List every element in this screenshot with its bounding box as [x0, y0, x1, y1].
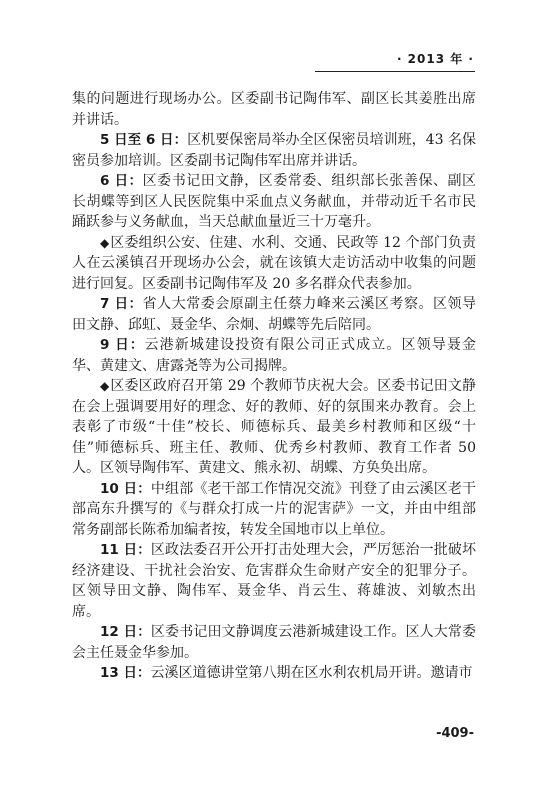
chronicle-entry	[72, 540, 476, 622]
entry-date: 13 日：	[100, 665, 151, 681]
entry-text: 集的问题进行现场办公。区委副书记陶伟军、副区长其姜胜出席并讲话。	[72, 91, 476, 128]
entry-date: 6 日：	[100, 173, 143, 189]
entry-date: 10 日：	[100, 480, 151, 497]
entry-text: 区政法委召开公开打击处理大会，严厉惩治一批破坏经济建设、干扰社会治安、危害群众生命财产安全的犯罪分子。区领导田文静、陶伟军、聂金华、肖云生、蒋雄波、刘敏杰出席。	[72, 542, 477, 620]
header-rule	[315, 71, 475, 72]
entry-date: 5 日至 6 日：	[100, 132, 188, 148]
chronicle-entry	[72, 294, 476, 335]
chronicle-entry	[72, 89, 476, 130]
entry-text: 中组部《老干部工作情况交流》刊登了由云溪区老干部高东升撰写的《与群众打成一片的泥害萨》一文，并由中组部常务副部长陈希加编者按，转发全国地市以上单位。	[72, 480, 477, 538]
chronicle-entry	[72, 233, 476, 295]
page-number: -409-	[436, 726, 474, 741]
page-body	[72, 89, 476, 684]
entry-text: 区委书记田文静调度云港新城建设工作。区人大常委会主任聂金华参加。	[72, 624, 477, 661]
entry-text: 云港新城建设投资有限公司正式成立。区领导聂金华、黄建文、唐露尧等为公司揭牌。	[72, 337, 477, 374]
chronicle-entry	[72, 479, 476, 541]
diamond-bullet-icon: ◆	[100, 235, 110, 250]
chronicle-entry	[72, 622, 476, 663]
entry-date: 11 日：	[100, 542, 151, 558]
running-header-year: · 2013 年 ·	[396, 52, 474, 66]
entry-text: 区委组织公安、住建、水利、交通、民政等 12 个部门负责人在云溪镇召开现场办公会，就在该镇大走访活动中收集的问题进行回复。区委副书记陶伟军及 20 多名群众代表参加。	[72, 234, 477, 292]
entry-text: 云溪区道德讲堂第八期在区水利农机局开讲。邀请市	[150, 665, 473, 681]
chronicle-entry	[72, 663, 476, 684]
chronicle-entry	[72, 171, 476, 233]
chronicle-entry	[72, 335, 476, 376]
entry-date: 12 日：	[100, 624, 151, 640]
entry-text: 区委书记田文静，区委常委、组织部长张善保、副区长胡蝶等到区人民医院集中采血点义务献血，并带动近千名市民踊跃参与义务献血，当天总献血量近三十万毫升。	[72, 173, 477, 230]
entry-text: 区委区政府召开第 29 个教师节庆祝大会。区委书记田文静在会上强调要用好的理念、好的教师、好的氛围来办教育。会上表彰了市级“十佳”校长、师德标兵、最美乡村教师和区级“十佳”师德标兵、班主任、教师、优秀乡村教师、教育工作者 50 人。区领导陶伟军、黄建文、熊永初、胡蝶、方奂奂出席。	[72, 378, 477, 476]
entry-text: 省人大常委会原副主任蔡力峰来云溪区考察。区领导田文静、邱虹、聂金华、佘炯、胡蝶等先后陪同。	[72, 296, 477, 333]
chronicle-entry	[72, 376, 476, 479]
entry-date: 7 日：	[100, 296, 143, 312]
diamond-bullet-icon: ◆	[100, 379, 110, 393]
entry-text: 区机要保密局举办全区保密员培训班，43 名保密员参加培训。区委副书记陶伟军出席并讲话。	[72, 132, 477, 169]
chronicle-entry	[72, 130, 476, 171]
entry-date: 9 日：	[100, 337, 145, 353]
